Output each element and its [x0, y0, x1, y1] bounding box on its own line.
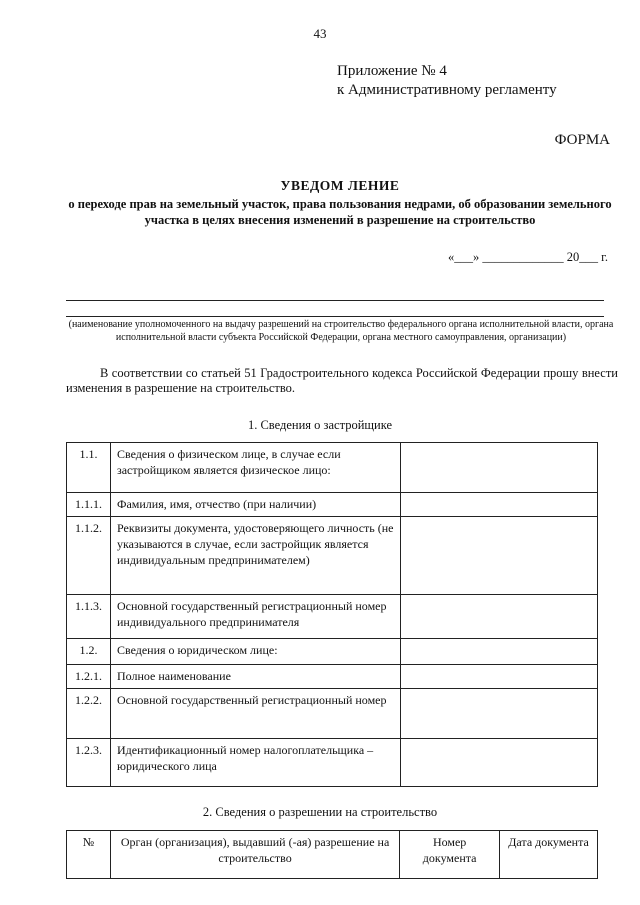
table-header-row: [67, 831, 598, 879]
row-value-cell[interactable]: [400, 689, 598, 739]
row-value-cell[interactable]: [400, 739, 598, 787]
document-title: УВЕДОМ ЛЕНИЕ: [280, 178, 400, 193]
column-header-doc-date: Дата документа: [500, 831, 598, 879]
table-row: [67, 595, 598, 639]
appendix-line-2: к Административному регламенту: [337, 82, 557, 98]
form-label: ФОРМА: [554, 132, 610, 148]
row-label: Полное наименование: [110, 665, 400, 689]
row-label: Сведения о юридическом лице:: [110, 639, 400, 665]
table-row: [67, 443, 598, 493]
row-number: 1.1.2.: [67, 517, 111, 595]
authority-fill-line-1: [66, 300, 604, 301]
table-row: [67, 665, 598, 689]
applicant-table: [66, 442, 598, 787]
appendix-line-1: Приложение № 4: [337, 63, 447, 79]
row-value-cell[interactable]: [400, 493, 598, 517]
section-2-heading: 2. Сведения о разрешении на строительство: [202, 805, 438, 819]
authority-caption: (наименование уполномоченного на выдачу разрешений на строительство федерального органа исполнительной власти, органа исполнительной власти субъекта Российской Федерации, органа местного самоуправления, организации): [68, 319, 614, 343]
row-label: Идентификационный номер налогоплательщика – юридического лица: [110, 739, 400, 787]
row-number: 1.1.3.: [67, 595, 111, 639]
row-value-cell[interactable]: [400, 595, 598, 639]
table-row: [67, 689, 598, 739]
table-row: [67, 517, 598, 595]
page-number: 43: [313, 26, 327, 41]
permit-table: [66, 830, 598, 879]
appendix-reference: [337, 62, 557, 100]
table-row: [67, 739, 598, 787]
table-row: [67, 493, 598, 517]
row-number: 1.2.1.: [67, 665, 111, 689]
section-1-heading: 1. Сведения о застройщике: [247, 418, 393, 432]
authority-fill-line-2: [66, 316, 604, 317]
row-label: Основной государственный регистрационный номер индивидуального предпринимателя: [110, 595, 400, 639]
document-subtitle: о переходе прав на земельный участок, права пользования недрами, об образовании земельного участка в целях внесения изменений в разрешение на строительство: [68, 197, 612, 227]
row-number: 1.2.3.: [67, 739, 111, 787]
row-value-cell[interactable]: [400, 639, 598, 665]
row-value-cell[interactable]: [400, 443, 598, 493]
row-label: Основной государственный регистрационный номер: [110, 689, 400, 739]
row-label: Сведения о физическом лице, в случае если застройщиком является физическое лицо:: [110, 443, 400, 493]
row-number: 1.1.1.: [67, 493, 111, 517]
row-number: 1.2.2.: [67, 689, 111, 739]
row-label: Фамилия, имя, отчество (при наличии): [110, 493, 400, 517]
row-value-cell[interactable]: [400, 517, 598, 595]
table-row: [67, 639, 598, 665]
intro-paragraph: В соответствии со статьей 51 Градостроительного кодекса Российской Федерации прошу внести изменения в разрешение на строительство.: [66, 366, 618, 395]
row-value-cell[interactable]: [400, 665, 598, 689]
date-line: «___» _____________ 20___ г.: [448, 250, 608, 264]
column-header-number: №: [67, 831, 111, 879]
row-number: 1.1.: [67, 443, 111, 493]
column-header-doc-number: Номер документа: [400, 831, 500, 879]
row-number: 1.2.: [67, 639, 111, 665]
row-label: Реквизиты документа, удостоверяющего личность (не указываются в случае, если застройщик является индивидуальным предпринимателем): [110, 517, 400, 595]
column-header-issuer: Орган (организация), выдавший (-ая) разрешение на строительство: [110, 831, 399, 879]
